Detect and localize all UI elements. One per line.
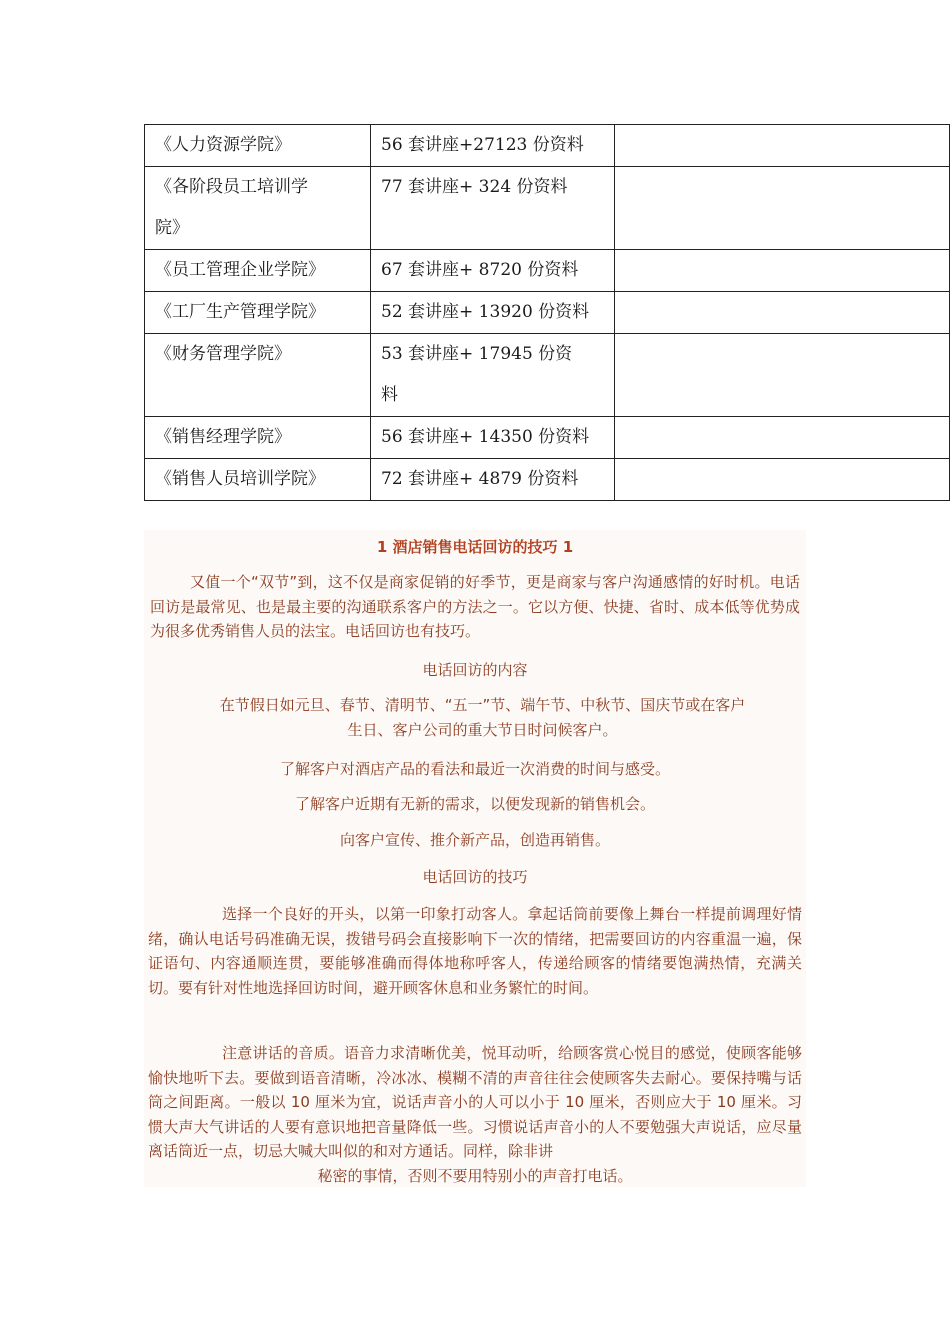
table-row <box>145 334 950 417</box>
course-extra <box>615 334 950 417</box>
course-name: 《各阶段员工培训学院》 <box>145 167 371 250</box>
course-count: 72 套讲座+ 4879 份资料 <box>371 459 615 501</box>
content-item: 在节假日如元旦、春节、清明节、“五一”节、端午节、中秋节、国庆节或在客户生日、客户公司的重大节日时问候客户。 <box>219 696 746 739</box>
course-name: 《员工管理企业学院》 <box>145 250 371 292</box>
course-extra <box>615 459 950 501</box>
skill-paragraph <box>144 1041 806 1188</box>
section-heading-content: 电话回访的内容 <box>422 661 528 679</box>
skill-paragraph-body: 注意讲话的音质。语音力求清晰优美，悦耳动听，给顾客赏心悦目的感觉，使顾客能够愉快地听下去。要做到语音清晰，冷冰冰、模糊不清的声音往往会使顾客失去耐心。要保持嘴与话筒之间距离。一般以 10 厘米为宜，说话声音小的人可以小于 10 厘米，否则应大于 10 厘米。习惯大声大气讲话的人要有意识地把音量降低一些。习惯说话声音小的人不要勉强大声说话，应尽量离话筒近一点，切忌大喊大叫似的和对方通话。同样，除非讲 <box>148 1044 802 1160</box>
table-row <box>145 417 950 459</box>
article-intro: 又值一个“双节”到，这不仅是商家促销的好季节，更是商家与客户沟通感情的好时机。电话回访是最常见、也是最主要的沟通联系客户的方法之一。它以方便、快捷、省时、成本低等优势成为很多优秀销售人员的法宝。电话回访也有技巧。 <box>150 573 800 640</box>
course-name: 《销售经理学院》 <box>145 417 371 459</box>
course-name: 《工厂生产管理学院》 <box>145 292 371 334</box>
course-count: 56 套讲座+27123 份资料 <box>371 125 615 167</box>
article-title: 1 酒店销售电话回访的技巧 1 <box>376 538 574 556</box>
article <box>144 530 806 1187</box>
skill-paragraph-end: 秘密的事情，否则不要用特别小的声音打电话。 <box>317 1166 633 1185</box>
course-count: 56 套讲座+ 14350 份资料 <box>371 417 615 459</box>
table-row <box>145 292 950 334</box>
course-extra <box>615 125 950 167</box>
course-name: 《财务管理学院》 <box>145 334 371 417</box>
course-count: 67 套讲座+ 8720 份资料 <box>371 250 615 292</box>
course-extra <box>615 417 950 459</box>
course-count: 52 套讲座+ 13920 份资料 <box>371 292 615 334</box>
table-row <box>145 167 950 250</box>
course-name: 《人力资源学院》 <box>145 125 371 167</box>
course-extra <box>615 167 950 250</box>
course-table <box>144 124 950 501</box>
content-item: 了解客户对酒店产品的看法和最近一次消费的时间与感受。 <box>279 760 670 778</box>
table-row <box>145 125 950 167</box>
course-extra <box>615 292 950 334</box>
course-name: 《销售人员培训学院》 <box>145 459 371 501</box>
course-extra <box>615 250 950 292</box>
course-count: 53 套讲座+ 17945 份资料 <box>371 334 615 417</box>
skill-paragraph: 选择一个良好的开头，以第一印象打动客人。拿起话筒前要像上舞台一样提前调理好情绪，确认电话号码准确无误，拨错号码会直接影响下一次的情绪，把需要回访的内容重温一遍，保证语句、内容通顺连贯，要能够准确而得体地称呼客人，传递给顾客的情绪要饱满热情，充满关切。要有针对性地选择回访时间，避开顾客休息和业务繁忙的时间。 <box>148 905 802 997</box>
content-item: 向客户宣传、推介新产品，创造再销售。 <box>339 831 610 849</box>
course-count: 77 套讲座+ 324 份资料 <box>371 167 615 250</box>
content-item: 了解客户近期有无新的需求，以便发现新的销售机会。 <box>294 795 655 813</box>
table-row <box>145 459 950 501</box>
section-heading-skills: 电话回访的技巧 <box>422 868 528 886</box>
table-row <box>145 250 950 292</box>
